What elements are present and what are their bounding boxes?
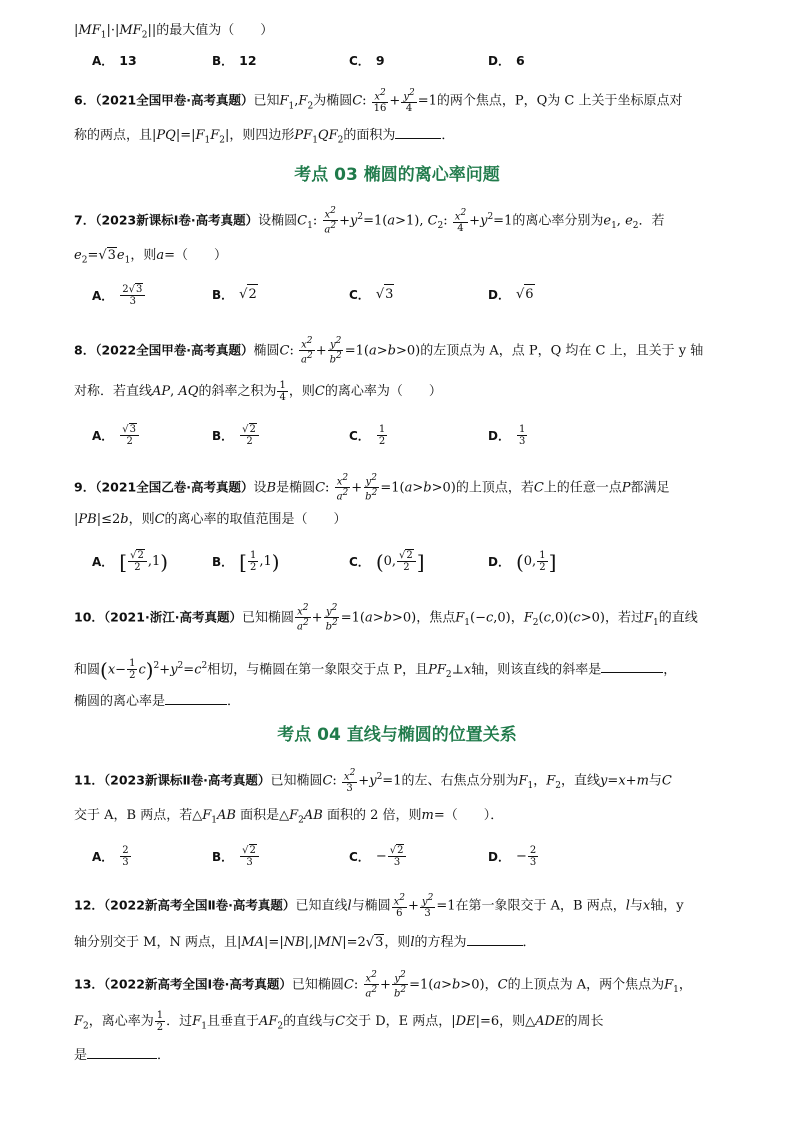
q9-source: （2021全国乙卷·高考真题）	[95, 479, 254, 495]
q8-line-2: 对称．若直线AP, AQ的斜率之积为 $\frac{1}{4}$ ，则C的离心率为（ ）	[74, 380, 442, 403]
q10-line-2: 和圆(x− $\frac{1}{2}$ $c)^2+y^2=c^2$相切，与椭圆在第一象限交于点 P，且$PF_2\perp x$轴，则该直线的斜率是 ，	[74, 657, 677, 682]
q7-option-b[interactable]: B． √ 2	[212, 284, 258, 305]
q10-line-1: 10．（2021·浙江·高考真题）已知椭圆 $\frac{x^2}{a^2}$ + $\frac{y^2}{b^2}$ =1(a>b>0)，焦点$F_1(-c,0)$，$F_2(c,0)(c>0)$，若过$F_1$的直线	[74, 603, 698, 633]
q9-option-c[interactable]: C． ( 0, $\frac{√2}{2}$ ]	[349, 549, 425, 574]
q8-option-d[interactable]: D． $\frac{1}{3}$	[488, 424, 526, 447]
q7-line-1: 7．（2023新课标Ⅰ卷·高考真题）设椭圆$C_1$: $\frac{x^2}{a^2}$ $+y^2=1(a>1)$, $C_2$: $\frac{x^2}{4}$ $+y^2=1$的离心率分别为$e_1$, $e_2$．若	[74, 206, 665, 236]
q6-line-1: 6．（2021全国甲卷·高考真题）已知$F_1,F_2$为椭圆C: $\frac{x^2}{16}$ + $\frac{y^2}{4}$ =1的两个焦点，P，Q为 C 上关于坐标原点对	[74, 88, 683, 115]
section-heading-04: 考点 04 直线与椭圆的位置关系	[277, 725, 517, 745]
q8-option-c[interactable]: C． $\frac{1}{2}$	[349, 424, 386, 447]
q9-option-a[interactable]: A． [ $\frac{√2}{2}$ ,1 )	[92, 549, 169, 574]
answer-blank[interactable]	[165, 690, 227, 705]
q12-source: （2022新高考全国Ⅱ卷·高考真题）	[103, 897, 296, 913]
section-heading-03: 考点 03 椭圆的离心率问题	[294, 165, 500, 185]
q9-line-1: 9．（2021全国乙卷·高考真题）设B是椭圆C: $\frac{x^2}{a^2}$ + $\frac{y^2}{b^2}$ =1(a>b>0)的上顶点，若C上的任意一点P都满足	[74, 473, 670, 503]
q11-option-b[interactable]: B． $\frac{√2}{3}$	[212, 845, 260, 868]
q13-line-3: 是 ．	[74, 1044, 736, 1066]
q13-line-1: 13．（2022新高考全国Ⅰ卷·高考真题）已知椭圆C: $\frac{x^2}{a^2}$ + $\frac{y^2}{b^2}$ =1(a>b>0)，C的上顶点为 A，两个焦点为$F_1$，	[74, 970, 692, 1000]
q8-option-a[interactable]: A． $\frac{√3}{2}$	[92, 424, 140, 447]
q9-option-d[interactable]: D． ( 0, $\frac{1}{2}$ ]	[488, 549, 557, 574]
q8-option-b[interactable]: B． $\frac{√2}{2}$	[212, 424, 260, 447]
q6-number: 6．	[74, 92, 96, 108]
q12-line-1: 12．（2022新高考全国Ⅱ卷·高考真题）已知直线l与椭圆 $\frac{x^2}{6}$ + $\frac{y^2}{3}$ =1在第一象限交于 A，B 两点，l与x轴，y	[74, 893, 684, 920]
q11-source: （2023新课标Ⅱ卷·高考真题）	[103, 772, 271, 788]
q7-option-a[interactable]: A． $\frac{2√3}{3}$	[92, 284, 146, 307]
answer-blank[interactable]	[467, 931, 523, 946]
q11-option-a[interactable]: A． $\frac{2}{3}$	[92, 845, 129, 868]
math: $|MF_1|\cdot|MF_2|$	[74, 23, 152, 41]
q5-stem-text: |的最大值为（ ）	[151, 23, 274, 38]
q7-source: （2023新课标Ⅰ卷·高考真题）	[95, 212, 259, 228]
q13-source: （2022新高考全国Ⅰ卷·高考真题）	[103, 976, 292, 992]
q7-option-d[interactable]: D． √ 6	[488, 284, 535, 305]
q5-option-d[interactable]: D． 6	[488, 53, 525, 68]
answer-blank[interactable]	[87, 1044, 157, 1059]
q5-option-a[interactable]: A． 13	[92, 53, 137, 68]
q10-line-3: 椭圆的离心率是 ．	[74, 690, 736, 712]
q6-line-2: 称的两点，且$|PQ|=|F_1F_2|$，则四边形$PF_1QF_2$的面积为 ．	[74, 124, 736, 151]
q12-line-2: 轴分别交于 M，N 两点，且|MA|=|NB|,|MN|=2√3，则l的方程为 ．	[74, 931, 736, 953]
answer-blank[interactable]	[601, 658, 663, 673]
q11-line-2: 交于 A，B 两点，若$\triangle F_1AB$ 面积是$\triangle F_2AB$ 面积的 2 倍，则m=（ ）．	[74, 808, 504, 826]
q7-option-c[interactable]: C． √ 3	[349, 284, 394, 305]
q7-line-2: $e_2=√3e_1$，则a=（ ）	[74, 248, 228, 266]
q5-stem-tail	[74, 21, 736, 46]
q6-source: （2021全国甲卷·高考真题）	[95, 92, 254, 108]
q8-source: （2022全国甲卷·高考真题）	[95, 342, 254, 358]
q8-line-1: 8．（2022全国甲卷·高考真题）椭圆C: $\frac{x^2}{a^2}$ + $\frac{y^2}{b^2}$ =1(a>b>0)的左顶点为 A，点 P，Q 均在 C 上，且关于 y 轴	[74, 336, 704, 366]
q11-option-d[interactable]: D． − $\frac{2}{3}$	[488, 845, 537, 868]
q11-option-c[interactable]: C． − $\frac{√2}{3}$	[349, 845, 407, 868]
q13-line-2: $F_2$，离心率为 $\frac{1}{2}$ ．过$F_1$且垂直于$AF_2$的直线与C交于 D，E 两点，|DE|=6，则△ADE的周长	[74, 1010, 604, 1033]
answer-blank[interactable]	[395, 124, 441, 139]
q11-line-1: 11．（2023新课标Ⅱ卷·高考真题）已知椭圆C: $\frac{x^2}{3}$ $+y^2=1$的左、右焦点分别为$F_1$，$F_2$，直线y=x+m与C	[74, 767, 672, 794]
q10-source: （2021·浙江·高考真题）	[103, 609, 242, 625]
q5-option-c[interactable]: C． 9	[349, 53, 385, 68]
q5-option-b[interactable]: B． 12	[212, 53, 257, 68]
q9-line-2: |PB|≤2b，则C的离心率的取值范围是（ ）	[74, 512, 347, 527]
q9-option-b[interactable]: B． [ $\frac{1}{2}$ ,1 )	[212, 549, 280, 574]
